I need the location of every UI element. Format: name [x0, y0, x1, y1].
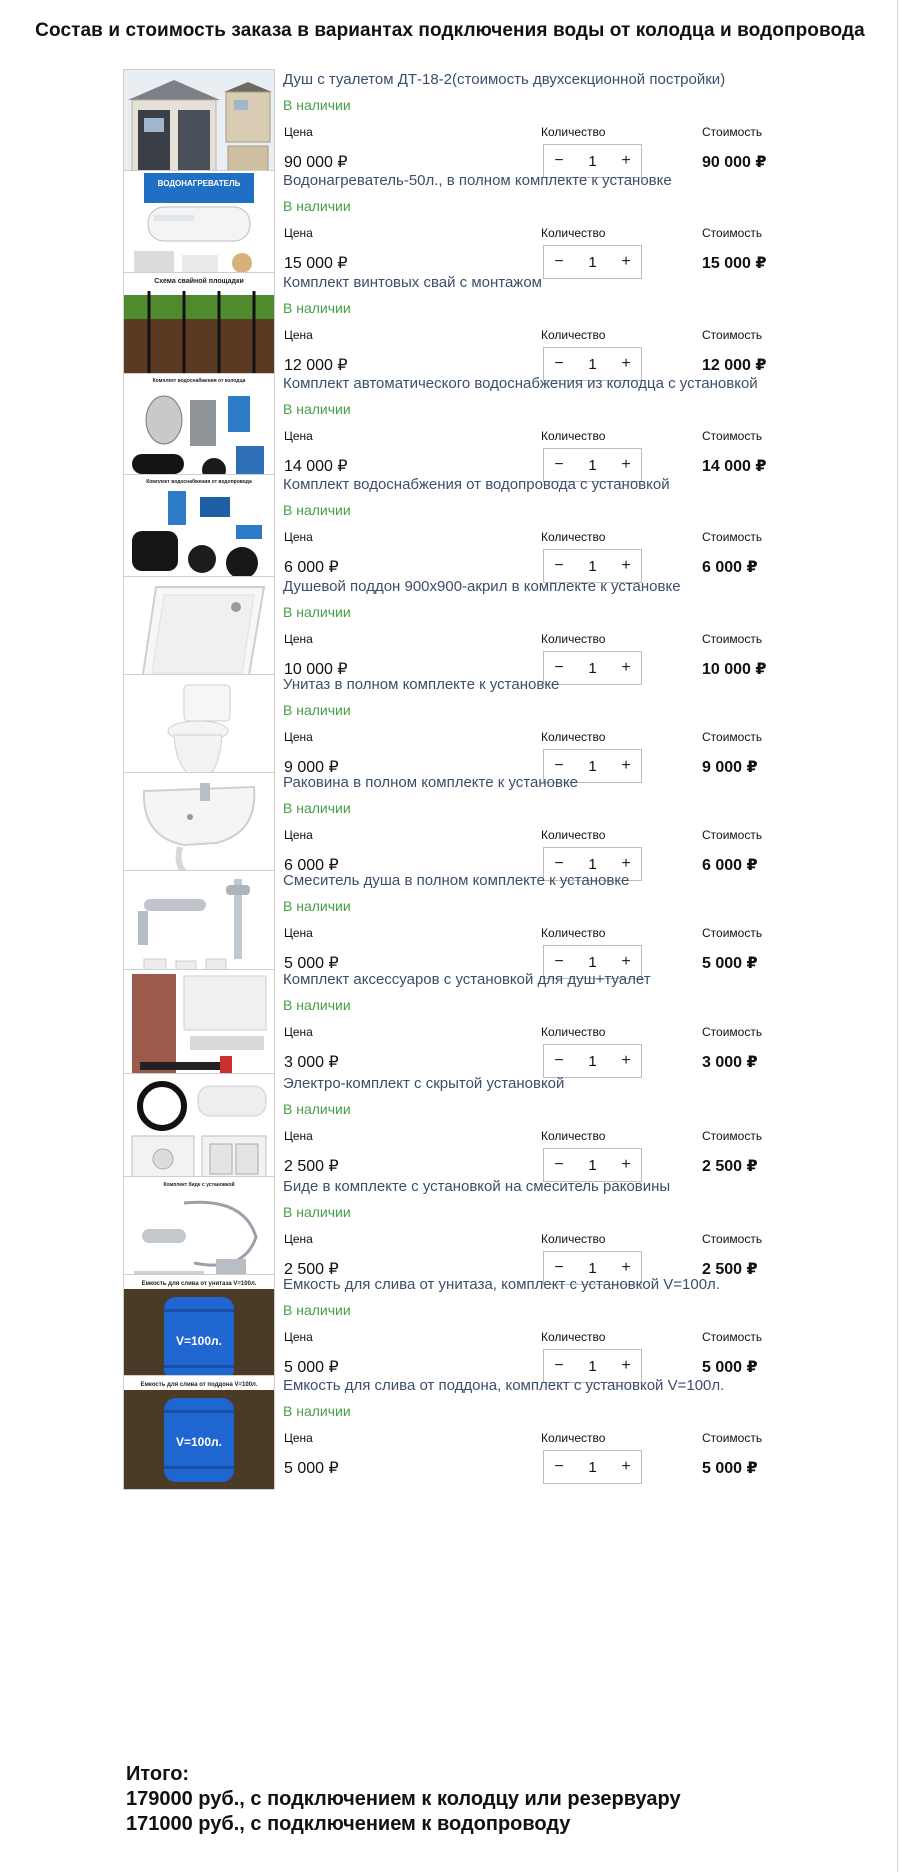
total-mains-option: 171000 руб., с подключением к водопроводу [126, 1813, 571, 1835]
svg-text:Комплект водоснабжения от водо: Комплект водоснабжения от водопровода [146, 479, 252, 485]
price-value: 5 000 ₽ [284, 1460, 339, 1477]
product-name[interactable]: Комплект аксессуаров с установкой для душ+туалет [283, 971, 651, 988]
quantity-decrease-button[interactable]: − [554, 953, 564, 970]
quantity-value[interactable]: 1 [588, 855, 597, 873]
electrical-kit-image[interactable] [123, 1073, 275, 1188]
price-value: 2 500 ₽ [284, 1158, 339, 1175]
quantity-label: Количество [541, 1129, 606, 1143]
svg-text:Схема свайной площадки: Схема свайной площадки [154, 278, 244, 285]
toilet-drain-tank-image[interactable] [123, 1274, 275, 1389]
quantity-decrease-button[interactable]: − [554, 355, 564, 372]
price-value: 12 000 ₽ [284, 357, 348, 374]
stock-status: В наличии [283, 997, 351, 1013]
quantity-value[interactable]: 1 [588, 659, 597, 677]
stock-status: В наличии [283, 702, 351, 718]
quantity-value[interactable]: 1 [588, 557, 597, 575]
quantity-label: Количество [541, 828, 606, 842]
quantity-increase-button[interactable]: + [621, 456, 631, 473]
product-name[interactable]: Емкость для слива от поддона, комплект с установкой V=100л. [283, 1377, 725, 1394]
cost-value: 6 000 ₽ [702, 857, 758, 874]
cost-label: Стоимость [702, 1330, 763, 1344]
quantity-increase-button[interactable]: + [621, 1052, 631, 1069]
product-row-11 [0, 1072, 900, 1190]
cost-label: Стоимость [702, 632, 763, 646]
water-heater-image[interactable] [123, 170, 275, 285]
product-name[interactable]: Смеситель душа в полном комплекте к установке [283, 872, 630, 889]
price-value: 90 000 ₽ [284, 154, 348, 171]
quantity-value[interactable]: 1 [588, 1156, 597, 1174]
quantity-increase-button[interactable]: + [621, 557, 631, 574]
stock-status: В наличии [283, 800, 351, 816]
cost-value: 9 000 ₽ [702, 759, 758, 776]
stock-status: В наличии [283, 898, 351, 914]
stock-status: В наличии [283, 97, 351, 113]
product-name[interactable]: Комплект водоснабжения от водопровода с установкой [283, 476, 670, 493]
quantity-label: Количество [541, 926, 606, 940]
cost-value: 6 000 ₽ [702, 559, 758, 576]
quantity-value[interactable]: 1 [588, 1052, 597, 1070]
price-value: 5 000 ₽ [284, 1359, 339, 1376]
quantity-increase-button[interactable]: + [621, 253, 631, 270]
quantity-decrease-button[interactable]: − [554, 855, 564, 872]
quantity-value[interactable]: 1 [588, 953, 597, 971]
stock-status: В наличии [283, 1204, 351, 1220]
quantity-label: Количество [541, 125, 606, 139]
stock-status: В наличии [283, 1403, 351, 1419]
stock-status: В наличии [283, 1101, 351, 1117]
price-value: 14 000 ₽ [284, 458, 348, 475]
quantity-label: Количество [541, 328, 606, 342]
quantity-increase-button[interactable]: + [621, 1458, 631, 1475]
quantity-increase-button[interactable]: + [621, 953, 631, 970]
order-totals [126, 1762, 681, 1837]
quantity-label: Количество [541, 429, 606, 443]
cost-value: 15 000 ₽ [702, 255, 767, 272]
screw-piles-image[interactable] [123, 272, 275, 387]
cost-label: Стоимость [702, 828, 763, 842]
svg-text:Емкость для слива от поддона: Емкость для слива от поддона V=100л. [140, 1382, 258, 1388]
quantity-decrease-button[interactable]: − [554, 1052, 564, 1069]
stock-status: В наличии [283, 198, 351, 214]
quantity-value[interactable]: 1 [588, 1458, 597, 1476]
total-well-option: 179000 руб., с подключением к колодцу или резервуару [126, 1788, 681, 1810]
product-name[interactable]: Душ с туалетом ДТ-18-2(стоимость двухсекционной постройки) [283, 71, 726, 88]
quantity-label: Количество [541, 1330, 606, 1344]
svg-text:ВОДОНАГРЕВАТЕЛЬ: ВОДОНАГРЕВАТЕЛЬ [157, 179, 241, 188]
quantity-decrease-button[interactable]: − [554, 757, 564, 774]
cost-value: 2 500 ₽ [702, 1158, 758, 1175]
svg-text:V=100л.: V=100л. [176, 1334, 222, 1348]
price-label: Цена [284, 828, 313, 842]
cost-label: Стоимость [702, 1232, 763, 1246]
product-row-10 [0, 968, 900, 1086]
cost-value: 90 000 ₽ [702, 154, 767, 171]
product-name[interactable]: Комплект винтовых свай с монтажом [283, 274, 542, 291]
quantity-decrease-button[interactable]: − [554, 1458, 564, 1475]
quantity-decrease-button[interactable]: − [554, 557, 564, 574]
product-row-14 [0, 1374, 900, 1492]
quantity-decrease-button[interactable]: − [554, 253, 564, 270]
quantity-value[interactable]: 1 [588, 355, 597, 373]
quantity-label: Количество [541, 632, 606, 646]
price-value: 10 000 ₽ [284, 661, 348, 678]
quantity-increase-button[interactable]: + [621, 1259, 631, 1276]
quantity-decrease-button[interactable]: − [554, 152, 564, 169]
quantity-decrease-button[interactable]: − [554, 1357, 564, 1374]
quantity-increase-button[interactable]: + [621, 757, 631, 774]
price-value: 2 500 ₽ [284, 1261, 339, 1278]
price-label: Цена [284, 429, 313, 443]
price-value: 15 000 ₽ [284, 255, 348, 272]
cost-value: 14 000 ₽ [702, 458, 767, 475]
quantity-value[interactable]: 1 [588, 757, 597, 775]
stock-status: В наличии [283, 1302, 351, 1318]
cost-label: Стоимость [702, 730, 763, 744]
quantity-decrease-button[interactable]: − [554, 659, 564, 676]
quantity-value[interactable]: 1 [588, 1259, 597, 1277]
quantity-label: Количество [541, 1232, 606, 1246]
product-name[interactable]: Душевой поддон 900х900-акрил в комплекте к установке [283, 578, 681, 595]
quantity-increase-button[interactable]: + [621, 659, 631, 676]
quantity-increase-button[interactable]: + [621, 1357, 631, 1374]
quantity-increase-button[interactable]: + [621, 855, 631, 872]
quantity-label: Количество [541, 1431, 606, 1445]
quantity-value[interactable]: 1 [588, 456, 597, 474]
quantity-stepper[interactable] [543, 1450, 642, 1484]
quantity-decrease-button[interactable]: − [554, 1156, 564, 1173]
quantity-value[interactable]: 1 [588, 1357, 597, 1375]
mains-water-kit-image[interactable] [123, 474, 275, 589]
totals-heading: Итого: [126, 1763, 190, 1785]
product-name[interactable]: Электро-комплект с скрытой установкой [283, 1075, 565, 1092]
tray-drain-tank-image[interactable] [123, 1375, 275, 1490]
quantity-decrease-button[interactable]: − [554, 1259, 564, 1276]
quantity-label: Количество [541, 1025, 606, 1039]
price-label: Цена [284, 1025, 313, 1039]
stock-status: В наличии [283, 401, 351, 417]
cost-label: Стоимость [702, 226, 763, 240]
svg-text:Емкость для слива от унитаза: Емкость для слива от унитаза V=100л. [141, 1281, 257, 1287]
cost-label: Стоимость [702, 429, 763, 443]
quantity-increase-button[interactable]: + [621, 1156, 631, 1173]
cost-value: 12 000 ₽ [702, 357, 767, 374]
cost-value: 2 500 ₽ [702, 1261, 758, 1278]
quantity-increase-button[interactable]: + [621, 152, 631, 169]
cost-label: Стоимость [702, 328, 763, 342]
price-value: 6 000 ₽ [284, 857, 339, 874]
price-label: Цена [284, 328, 313, 342]
cost-value: 10 000 ₽ [702, 661, 767, 678]
price-value: 6 000 ₽ [284, 559, 339, 576]
product-name[interactable]: Унитаз в полном комплекте к установке [283, 676, 560, 693]
product-name[interactable]: Раковина в полном комплекте к установке [283, 774, 579, 791]
price-label: Цена [284, 1330, 313, 1344]
quantity-label: Количество [541, 226, 606, 240]
quantity-value[interactable]: 1 [588, 152, 597, 170]
quantity-increase-button[interactable]: + [621, 355, 631, 372]
svg-text:V=100л.: V=100л. [176, 1435, 222, 1449]
quantity-label: Количество [541, 530, 606, 544]
cost-value: 3 000 ₽ [702, 1054, 758, 1071]
cost-value: 5 000 ₽ [702, 1460, 758, 1477]
cost-label: Стоимость [702, 125, 763, 139]
price-value: 9 000 ₽ [284, 759, 339, 776]
product-name[interactable]: Биде в комплекте с установкой на смеситель раковины [283, 1178, 671, 1195]
price-value: 3 000 ₽ [284, 1054, 339, 1071]
cost-label: Стоимость [702, 530, 763, 544]
cost-label: Стоимость [702, 1025, 763, 1039]
quantity-value[interactable]: 1 [588, 253, 597, 271]
price-label: Цена [284, 926, 313, 940]
well-water-kit-image[interactable] [123, 373, 275, 488]
cost-label: Стоимость [702, 1431, 763, 1445]
svg-text:Комплект водоснабжения от коло: Комплект водоснабжения от колодца [152, 378, 246, 384]
stock-status: В наличии [283, 502, 351, 518]
cost-value: 5 000 ₽ [702, 955, 758, 972]
price-value: 5 000 ₽ [284, 955, 339, 972]
product-name[interactable]: Водонагреватель-50л., в полном комплекте к установке [283, 172, 672, 189]
cost-label: Стоимость [702, 1129, 763, 1143]
price-label: Цена [284, 1431, 313, 1445]
price-label: Цена [284, 632, 313, 646]
cost-value: 5 000 ₽ [702, 1359, 758, 1376]
price-label: Цена [284, 530, 313, 544]
price-label: Цена [284, 1129, 313, 1143]
price-label: Цена [284, 1232, 313, 1246]
page-title: Состав и стоимость заказа в вариантах подключения воды от колодца и водопровода [35, 20, 865, 41]
stock-status: В наличии [283, 604, 351, 620]
price-label: Цена [284, 226, 313, 240]
cost-label: Стоимость [702, 926, 763, 940]
product-name[interactable]: Комплект автоматического водоснабжения из колодца с установкой [283, 375, 758, 392]
svg-text:Комплект биде с установкой: Комплект биде с установкой [163, 1182, 235, 1188]
accessories-kit-image[interactable] [123, 969, 275, 1084]
quantity-label: Количество [541, 730, 606, 744]
price-label: Цена [284, 125, 313, 139]
quantity-decrease-button[interactable]: − [554, 456, 564, 473]
stock-status: В наличии [283, 300, 351, 316]
shower-toilet-cabin-image[interactable] [123, 69, 275, 184]
price-label: Цена [284, 730, 313, 744]
product-row-2 [0, 169, 900, 287]
product-name[interactable]: Емкость для слива от унитаза, комплект с установкой V=100л. [283, 1276, 720, 1293]
product-row-5 [0, 473, 900, 591]
